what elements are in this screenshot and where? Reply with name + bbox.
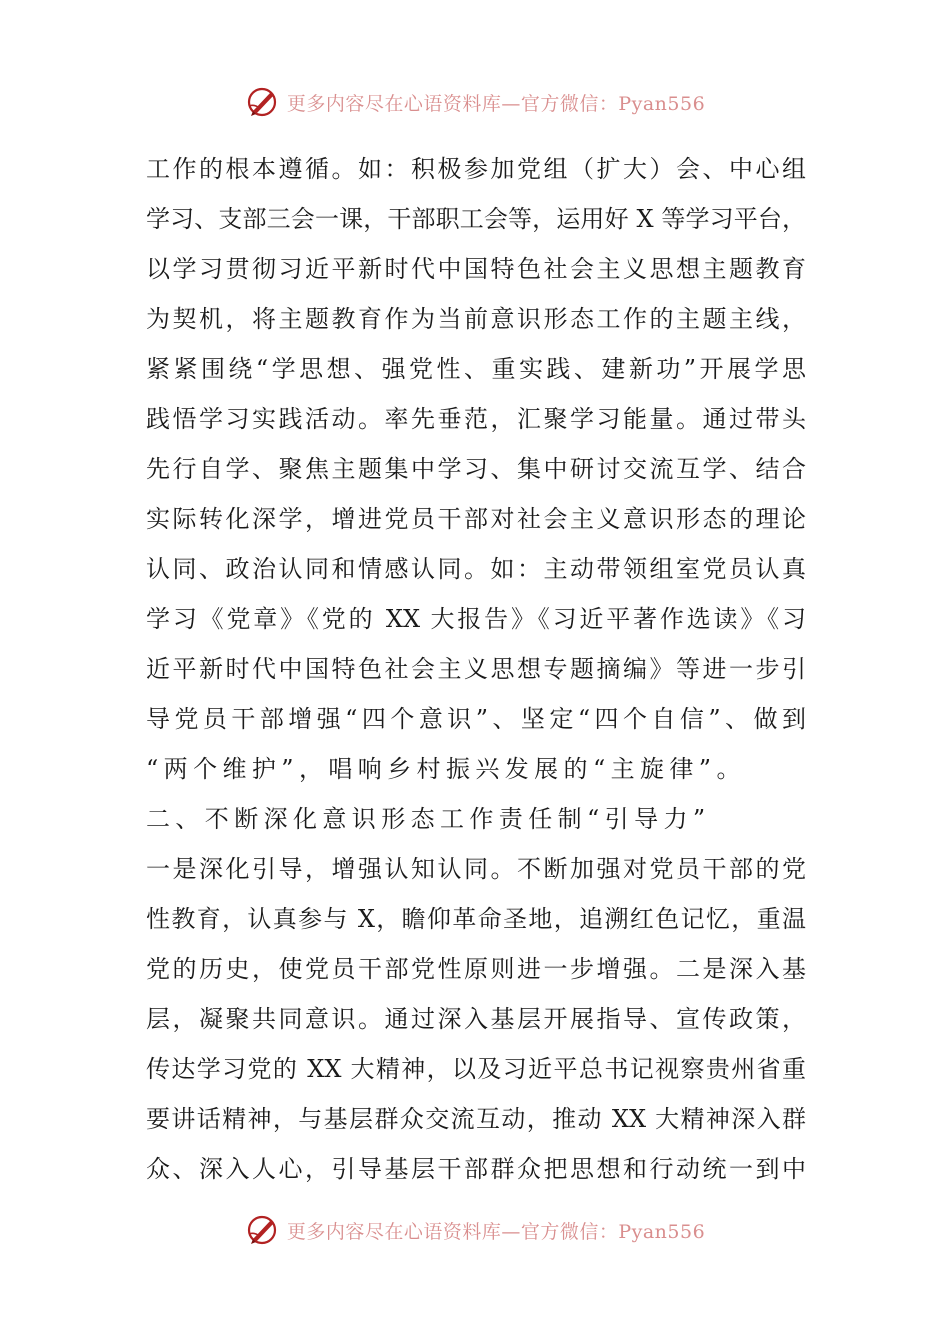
body-line: 以学习贯彻习近平新时代中国特色社会主义思想主题教育 bbox=[146, 255, 806, 283]
body-line: 要讲话精神，与基层群众交流互动，推动 XX 大精神深入群 bbox=[146, 1105, 806, 1133]
footer-watermark-banner bbox=[0, 1208, 950, 1252]
document-body bbox=[146, 144, 806, 1194]
body-line: “两个维护”，唱响乡村振兴发展的“主旋律”。 bbox=[146, 755, 746, 783]
body-line: 一是深化引导，增强认知认同。不断加强对党员干部的党 bbox=[146, 855, 806, 883]
body-line: 导党员干部增强“四个意识”、坚定“四个自信”、做到 bbox=[146, 705, 806, 733]
body-line: 众、深入人心，引导基层干部群众把思想和行动统一到中 bbox=[146, 1155, 806, 1183]
header-watermark-text: 更多内容尽在心语资料库—官方微信：Pyan556 bbox=[286, 92, 706, 115]
pen-circle-logo-icon bbox=[245, 84, 281, 120]
body-line: 认同、政治认同和情感认同。如：主动带领组室党员认真 bbox=[146, 555, 806, 583]
body-line: 党的历史，使党员干部党性原则进一步增强。二是深入基 bbox=[146, 955, 806, 983]
body-line: 为契机，将主题教育作为当前意识形态工作的主题主线， bbox=[146, 305, 806, 333]
body-line: 学习《党章》《党的 XX 大报告》《习近平著作选读》《习 bbox=[146, 605, 806, 633]
body-line: 工作的根本遵循。如：积极参加党组（扩大）会、中心组 bbox=[146, 155, 806, 183]
pen-circle-logo-icon bbox=[245, 1212, 281, 1248]
body-line: 层，凝聚共同意识。通过深入基层开展指导、宣传政策， bbox=[146, 1005, 806, 1033]
header-watermark-banner bbox=[0, 80, 950, 124]
body-line: 近平新时代中国特色社会主义思想专题摘编》等进一步引 bbox=[146, 655, 806, 683]
body-line: 实际转化深学，增进党员干部对社会主义意识形态的理论 bbox=[146, 505, 806, 533]
body-line: 传达学习党的 XX 大精神，以及习近平总书记视察贵州省重 bbox=[146, 1055, 806, 1083]
footer-watermark-text: 更多内容尽在心语资料库—官方微信：Pyan556 bbox=[286, 1220, 706, 1243]
body-line: 性教育，认真参与 X，瞻仰革命圣地，追溯红色记忆，重温 bbox=[146, 905, 806, 933]
body-line: 紧紧围绕“学思想、强党性、重实践、建新功”开展学思 bbox=[146, 355, 806, 383]
body-line: 践悟学习实践活动。率先垂范，汇聚学习能量。通过带头 bbox=[146, 405, 806, 433]
body-line: 学习、支部三会一课，干部职工会等，运用好 X 等学习平台， bbox=[146, 205, 806, 233]
body-line: 先行自学、聚焦主题集中学习、集中研讨交流互学、结合 bbox=[146, 455, 806, 483]
section-heading: 二、不断深化意识形态工作责任制“引导力” bbox=[146, 805, 711, 833]
